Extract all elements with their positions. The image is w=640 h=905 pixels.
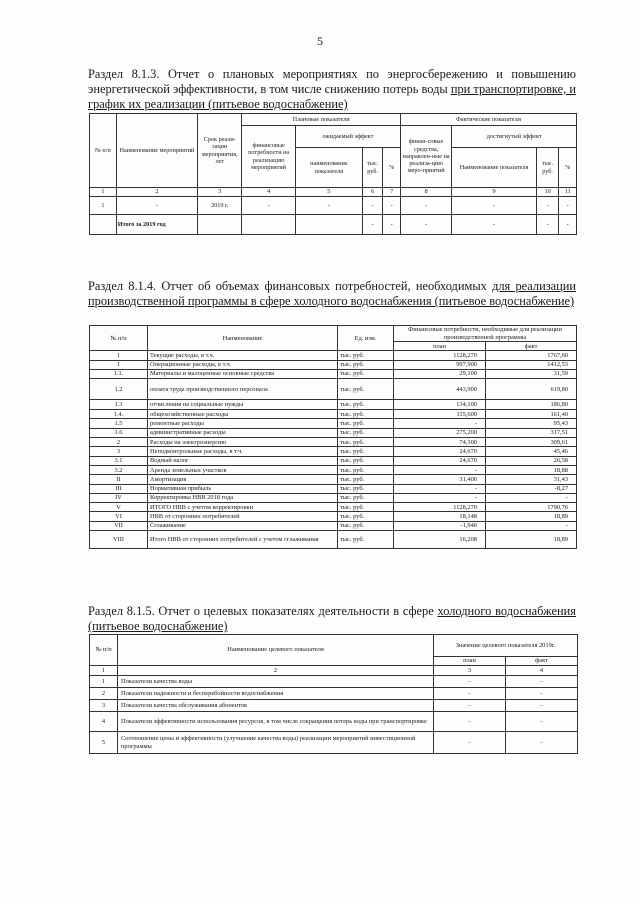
- cell-unit: тыс. руб.: [338, 428, 394, 437]
- cell-num: 3: [90, 447, 148, 456]
- cell-unit: тыс. руб.: [338, 512, 394, 521]
- cell-unit: тыс. руб.: [338, 438, 394, 447]
- cell-unit: тыс. руб.: [338, 493, 394, 502]
- cell-name: Операционные расходы, в т.ч.: [148, 360, 338, 369]
- cell-name: Материалы и малоценные основные средства: [148, 369, 338, 378]
- table-row: [90, 531, 577, 549]
- table-row: [90, 419, 577, 428]
- table-row: [90, 379, 577, 400]
- cell-fact: -: [506, 676, 578, 688]
- col-term: Срок реали-зации мероприятия, лет: [198, 114, 242, 188]
- table-row: [90, 732, 578, 754]
- cell: -: [536, 197, 559, 215]
- cell-fact: 18,89: [486, 531, 577, 549]
- cell-plan: -: [394, 484, 486, 493]
- table-row: [90, 493, 577, 502]
- num-cell: 4: [506, 666, 578, 676]
- cell-num: IV: [90, 493, 148, 502]
- col-expected-effect: ожидаемый эффект: [295, 126, 400, 148]
- cell-name: Корректировка НВВ 2018 года: [148, 493, 338, 502]
- cell: 1: [90, 197, 117, 215]
- cell-num: 4: [90, 712, 118, 732]
- cell-name: Показатели эффективности использования ресурсов, в том числе сокращения потерь воды при транспортировке: [118, 712, 434, 732]
- cell-name: административные расходы: [148, 428, 338, 437]
- cell-unit: тыс. руб.: [338, 369, 394, 378]
- cell-fact: 31,59: [486, 369, 577, 378]
- num-cell: 1: [90, 666, 118, 676]
- cell: -: [116, 197, 197, 215]
- cell-plan: 31,400: [394, 475, 486, 484]
- cell-unit: тыс. руб.: [338, 521, 394, 530]
- cell-num: 1.1.: [90, 369, 148, 378]
- table-row: [90, 360, 577, 369]
- cell-name: Расходы на электроэнергию: [148, 438, 338, 447]
- cell-num: 3.1: [90, 456, 148, 465]
- section-8-1-3-heading-text: Раздел 8.1.3. Отчет о плановых мероприятиях по энергосбережению и повышению энергетической эффективности, в том числе снижению потерь воды: [88, 67, 576, 96]
- table-row: [90, 428, 577, 437]
- table-row: [90, 400, 577, 410]
- num-cell: 9: [452, 188, 536, 197]
- cell-name: НВВ от сторонних потребителей: [148, 512, 338, 521]
- cell-fact: 619,80: [486, 379, 577, 400]
- table-row: [90, 410, 577, 419]
- num-cell: 1: [90, 188, 117, 197]
- cell-fact: -: [486, 521, 577, 530]
- cell-unit: тыс. руб.: [338, 400, 394, 410]
- cell-unit: тыс. руб.: [338, 484, 394, 493]
- cell-plan: -: [434, 700, 506, 712]
- section-8-1-4-heading-text: Раздел 8.1.4. Отчет об объемах финансовых потребностей, необходимых: [88, 279, 493, 293]
- col-fact: факт: [506, 657, 578, 666]
- cell-name: Амортизация: [148, 475, 338, 484]
- cell-plan: 443,900: [394, 379, 486, 400]
- cell-num: 1.2: [90, 379, 148, 400]
- sub-name-fact: Наименование показателя: [452, 148, 536, 188]
- energy-saving-table: [89, 113, 577, 235]
- cell-num: VIII: [90, 531, 148, 549]
- col-name: Наименование мероприятий: [116, 114, 197, 188]
- cell-num: 2: [90, 438, 148, 447]
- cell-fact: 1412,53: [486, 360, 577, 369]
- table-row: [90, 369, 577, 378]
- col-value: Значение целевого показателя 2019г.: [434, 635, 578, 657]
- cell-plan: -: [394, 419, 486, 428]
- cell-name: Показатели качества воды: [118, 676, 434, 688]
- cell-unit: тыс. руб.: [338, 410, 394, 419]
- cell-plan: 74,300: [394, 438, 486, 447]
- cell-num: V: [90, 503, 148, 512]
- cell-plan: -: [394, 465, 486, 474]
- cell: -: [452, 215, 536, 235]
- cell-num: II: [90, 475, 148, 484]
- cell-num: 1: [90, 351, 148, 360]
- cell-num: 3.2: [90, 465, 148, 474]
- sub-name-plan: наименование показателя: [295, 148, 362, 188]
- column-numbers-row: [90, 666, 578, 676]
- cell-num: 5: [90, 732, 118, 754]
- table-row: [90, 512, 577, 521]
- cell-plan: -1,940: [394, 521, 486, 530]
- num-cell: 2: [116, 188, 197, 197]
- cell-fact: -: [506, 712, 578, 732]
- cell-name: Итого НВВ от сторонних потребителей с учетом сглаживания: [148, 531, 338, 549]
- cell: -: [362, 197, 383, 215]
- cell-fact: 161,40: [486, 410, 577, 419]
- col-plan: план: [434, 657, 506, 666]
- cell: -: [452, 197, 536, 215]
- cell-fact: -: [506, 700, 578, 712]
- group-fact: Фактические показатели: [400, 114, 576, 126]
- cell-unit: тыс. руб.: [338, 351, 394, 360]
- cell-plan: 16,208: [394, 531, 486, 549]
- cell-plan: -: [434, 712, 506, 732]
- cell: 2019 г.: [198, 197, 242, 215]
- financial-needs-body: [90, 351, 577, 549]
- cell: -: [295, 197, 362, 215]
- cell-fact: 18,88: [486, 465, 577, 474]
- cell: [242, 215, 296, 235]
- cell-unit: тыс. руб.: [338, 456, 394, 465]
- cell-plan: 24,670: [394, 447, 486, 456]
- col-plan: план: [394, 342, 486, 351]
- table-row: [90, 676, 578, 688]
- cell-name: Аренда земельных участков: [148, 465, 338, 474]
- cell-fact: 26,58: [486, 456, 577, 465]
- table-row: [90, 700, 578, 712]
- col-name: Наименование: [148, 326, 338, 351]
- col-fin-needs: Финансовые потребности, необходимые для реализации производственной программы: [394, 326, 577, 342]
- table-row: [90, 465, 577, 474]
- sub-rub-plan: тыс. руб.: [362, 148, 383, 188]
- cell-num: 1.3: [90, 400, 148, 410]
- group-plan: Плановые показатели: [242, 114, 401, 126]
- table-row: [90, 197, 577, 215]
- cell-plan: -: [434, 732, 506, 754]
- cell: -: [559, 197, 577, 215]
- cell-unit: тыс. руб.: [338, 503, 394, 512]
- cell-fact: 186,80: [486, 400, 577, 410]
- cell: -: [559, 215, 577, 235]
- cell-unit: тыс. руб.: [338, 447, 394, 456]
- cell-unit: тыс. руб.: [338, 465, 394, 474]
- cell: -: [362, 215, 383, 235]
- col-name: Наименование целевого показателя: [118, 635, 434, 666]
- cell-plan: 134,100: [394, 400, 486, 410]
- cell-plan: 1128,270: [394, 503, 486, 512]
- cell-num: 1.6: [90, 428, 148, 437]
- cell-fact: 317,51: [486, 428, 577, 437]
- cell: -: [536, 215, 559, 235]
- cell-name: Показатели надежности и бесперебойности водоснабжения: [118, 688, 434, 700]
- table-row: [90, 438, 577, 447]
- table-row: [90, 351, 577, 360]
- cell-name: Неподконтрольные расходы, в т.ч.: [148, 447, 338, 456]
- cell-name: оплата труда производственного персонала: [148, 379, 338, 400]
- cell-unit: тыс. руб.: [338, 419, 394, 428]
- col-fact: факт: [486, 342, 577, 351]
- cell-plan: -: [394, 493, 486, 502]
- cell-unit: тыс. руб.: [338, 379, 394, 400]
- sub-rub-fact: тыс. руб.: [536, 148, 559, 188]
- table-row: [90, 712, 578, 732]
- cell-plan: 997,900: [394, 360, 486, 369]
- num-cell: 6: [362, 188, 383, 197]
- section-8-1-4-heading: [88, 279, 576, 309]
- cell-name: ремонтные расходы: [148, 419, 338, 428]
- num-cell: 5: [295, 188, 362, 197]
- cell-name: Соотношение цены и эффективности (улучшение качества воды) реализации мероприятий инвестиционной программы: [118, 732, 434, 754]
- section-8-1-5-heading: [88, 604, 576, 634]
- cell: -: [383, 197, 401, 215]
- section-8-1-5-heading-underlined: холодного водоснабжения (питьевое водоснабжение): [88, 604, 576, 633]
- section-8-1-3-heading: [88, 67, 576, 112]
- cell-plan: 24,670: [394, 456, 486, 465]
- table-row: [90, 521, 577, 530]
- cell-fact: 18,89: [486, 512, 577, 521]
- cell-plan: -: [434, 676, 506, 688]
- num-cell: 3: [198, 188, 242, 197]
- cell-num: VII: [90, 521, 148, 530]
- num-cell: 10: [536, 188, 559, 197]
- cell-fact: 31,43: [486, 475, 577, 484]
- col-unit: Ед. изм.: [338, 326, 394, 351]
- section-8-1-3-heading-underlined: при транспортировке, и график их реализации (питьевое водоснабжение): [88, 82, 576, 111]
- table-row: [90, 688, 578, 700]
- sub-pct-fact: %: [559, 148, 577, 188]
- cell-plan: 18,148: [394, 512, 486, 521]
- cell-plan: 275,200: [394, 428, 486, 437]
- cell-fact: -: [506, 688, 578, 700]
- target-indicators-table: [89, 634, 578, 754]
- cell-num: 2: [90, 688, 118, 700]
- cell-name: ИТОГО НВВ с учетом корректировки: [148, 503, 338, 512]
- cell-name: Водный налог: [148, 456, 338, 465]
- cell-name: Текущие расходы, в т.ч.: [148, 351, 338, 360]
- section-8-1-4-heading-underlined: для реализации производственной программы в сфере холодного водоснабжения (питьевое водоснабжение): [88, 279, 576, 308]
- cell: -: [242, 197, 296, 215]
- cell-fact: -8,27: [486, 484, 577, 493]
- table-row: [90, 475, 577, 484]
- cell-num: 1: [90, 360, 148, 369]
- cell-fact: 1790,76: [486, 503, 577, 512]
- cell: -: [383, 215, 401, 235]
- cell-fact: -: [506, 732, 578, 754]
- num-cell: 4: [242, 188, 296, 197]
- cell-name: отчисления на социальные нужды: [148, 400, 338, 410]
- cell-name: Нормативная прибыль: [148, 484, 338, 493]
- cell-num: III: [90, 484, 148, 493]
- col-achieved-effect: достигнутый эффект: [452, 126, 577, 148]
- cell-plan: -: [434, 688, 506, 700]
- num-cell: 3: [434, 666, 506, 676]
- cell-unit: тыс. руб.: [338, 360, 394, 369]
- table-row: [90, 447, 577, 456]
- cell: -: [400, 215, 451, 235]
- cell-name: Сглаживание: [148, 521, 338, 530]
- col-fin-plan: финансовые потребности на реализацию мероприятий: [242, 126, 296, 188]
- cell: [295, 215, 362, 235]
- cell-plan: 1128,270: [394, 351, 486, 360]
- cell-plan: 115,600: [394, 410, 486, 419]
- cell-num: 1: [90, 676, 118, 688]
- table-row: [90, 503, 577, 512]
- cell-fact: 95,43: [486, 419, 577, 428]
- section-8-1-5-heading-text: Раздел 8.1.5. Отчет о целевых показателях деятельности в сфере: [88, 604, 438, 618]
- col-fin-fact: финан-совые средства, направлен-ные на реализа-цию меро-приятий: [400, 126, 451, 188]
- num-cell: 8: [400, 188, 451, 197]
- col-num: № п/п: [90, 635, 118, 666]
- cell: -: [400, 197, 451, 215]
- sub-pct-plan: %: [383, 148, 401, 188]
- cell-num: 1.4.: [90, 410, 148, 419]
- cell-fact: 1767,60: [486, 351, 577, 360]
- table-row: [90, 484, 577, 493]
- num-cell: 7: [383, 188, 401, 197]
- col-num: № п/п: [90, 114, 117, 188]
- financial-needs-table: [89, 325, 577, 549]
- page-number: 5: [317, 34, 323, 48]
- cell-name: общехозяйственные расходы: [148, 410, 338, 419]
- cell-fact: 309,61: [486, 438, 577, 447]
- cell-fact: -: [486, 493, 577, 502]
- cell: [198, 215, 242, 235]
- total-row: [90, 215, 577, 235]
- cell-num: VI: [90, 512, 148, 521]
- col-num: № п/п: [90, 326, 148, 351]
- target-indicators-body: [90, 676, 578, 754]
- cell: [90, 215, 117, 235]
- column-numbers-row: [90, 188, 577, 197]
- cell-plan: 29,100: [394, 369, 486, 378]
- table-row: [90, 456, 577, 465]
- cell-name: Показатели качества обслуживания абонентов: [118, 700, 434, 712]
- cell-unit: тыс. руб.: [338, 531, 394, 549]
- num-cell: 2: [118, 666, 434, 676]
- num-cell: 11: [559, 188, 577, 197]
- cell-fact: 45,46: [486, 447, 577, 456]
- cell-num: 1.5: [90, 419, 148, 428]
- cell-unit: тыс. руб.: [338, 475, 394, 484]
- cell-num: 3: [90, 700, 118, 712]
- total-label: Итого за 2019 год: [116, 215, 197, 235]
